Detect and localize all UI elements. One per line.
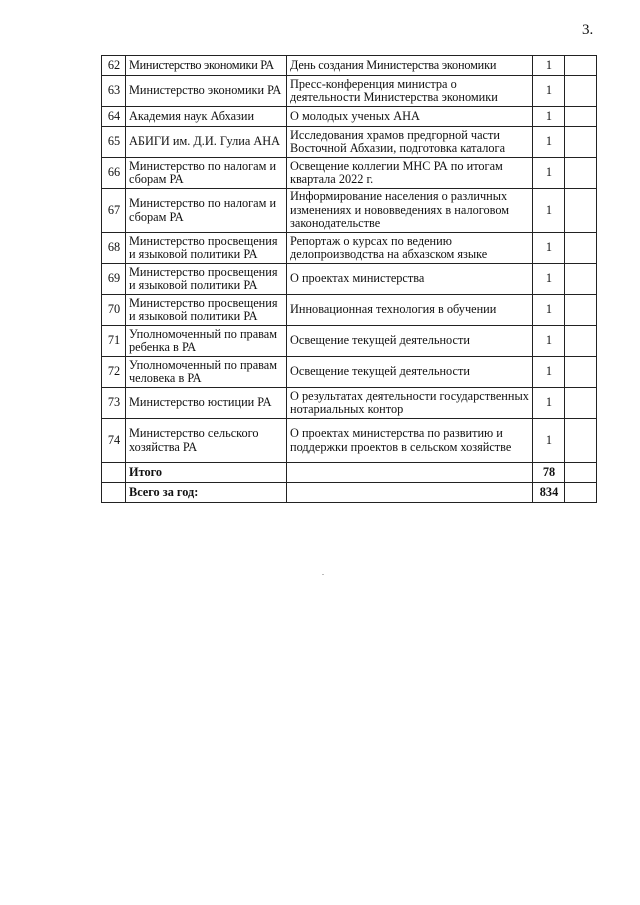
count-cell: 1: [533, 107, 565, 127]
topic-cell: О проектах министерства: [287, 264, 533, 295]
subtotal-label: Итого: [126, 463, 287, 483]
topic-cell: Освещение коллегии МНС РА по итогам квартала 2022 г.: [287, 158, 533, 189]
report-table: [101, 55, 597, 503]
empty-cell: [565, 56, 597, 76]
count-cell: 1: [533, 56, 565, 76]
organization-cell: Уполномоченный по правам ребенка в РА: [126, 326, 287, 357]
table-row: [102, 295, 597, 326]
table-row: [102, 107, 597, 127]
row-number: 74: [102, 419, 126, 463]
empty-cell: [565, 483, 597, 503]
table-row: [102, 264, 597, 295]
organization-cell: Академия наук Абхазии: [126, 107, 287, 127]
organization-cell: Уполномоченный по правам человека в РА: [126, 357, 287, 388]
row-number: 65: [102, 127, 126, 158]
empty-cell: [565, 388, 597, 419]
empty-cell: [565, 76, 597, 107]
empty-cell: [102, 483, 126, 503]
row-number: 72: [102, 357, 126, 388]
organization-cell: Министерство просвещения и языковой политики РА: [126, 295, 287, 326]
organization-cell: АБИГИ им. Д.И. Гулиа АНА: [126, 127, 287, 158]
topic-cell: Репортаж о курсах по ведению делопроизводства на абхазском языке: [287, 233, 533, 264]
row-number: 62: [102, 56, 126, 76]
organization-cell: Министерство экономики РА: [126, 76, 287, 107]
organization-cell: Министерство просвещения и языковой политики РА: [126, 233, 287, 264]
topic-cell: Исследования храмов предгорной части Восточной Абхазии, подготовка каталога: [287, 127, 533, 158]
row-number: 64: [102, 107, 126, 127]
count-cell: 1: [533, 158, 565, 189]
count-cell: 1: [533, 419, 565, 463]
count-cell: 1: [533, 127, 565, 158]
organization-cell: Министерство по налогам и сборам РА: [126, 189, 287, 233]
table-row: [102, 419, 597, 463]
table-row: [102, 326, 597, 357]
topic-cell: Информирование населения о различных изменениях и нововведениях в налоговом законодательстве: [287, 189, 533, 233]
count-cell: 1: [533, 76, 565, 107]
topic-cell: Освещение текущей деятельности: [287, 326, 533, 357]
empty-cell: [565, 158, 597, 189]
table-row: [102, 357, 597, 388]
organization-cell: Министерство юстиции РА: [126, 388, 287, 419]
year-total-row: [102, 483, 597, 503]
table-row: [102, 56, 597, 76]
empty-cell: [565, 189, 597, 233]
topic-cell: О проектах министерства по развитию и поддержки проектов в сельском хозяйстве: [287, 419, 533, 463]
topic-cell: О молодых ученых АНА: [287, 107, 533, 127]
organization-cell: Министерство сельского хозяйства РА: [126, 419, 287, 463]
table-row: [102, 158, 597, 189]
empty-cell: [565, 233, 597, 264]
table-row: [102, 189, 597, 233]
row-number: 69: [102, 264, 126, 295]
year-total-label: Всего за год:: [126, 483, 287, 503]
empty-cell: [102, 463, 126, 483]
row-number: 68: [102, 233, 126, 264]
empty-cell: [565, 264, 597, 295]
row-number: 70: [102, 295, 126, 326]
row-number: 63: [102, 76, 126, 107]
scan-speck: [322, 574, 324, 575]
page-number: 3.: [582, 22, 594, 38]
count-cell: 1: [533, 264, 565, 295]
row-number: 67: [102, 189, 126, 233]
row-number: 66: [102, 158, 126, 189]
empty-cell: [565, 326, 597, 357]
empty-cell: [565, 107, 597, 127]
empty-cell: [565, 357, 597, 388]
topic-cell: Пресс-конференция министра о деятельности Министерства экономики: [287, 76, 533, 107]
row-number: 73: [102, 388, 126, 419]
empty-cell: [287, 463, 533, 483]
table-row: [102, 388, 597, 419]
empty-cell: [287, 483, 533, 503]
subtotal-count: 78: [533, 463, 565, 483]
count-cell: 1: [533, 388, 565, 419]
year-total-count: 834: [533, 483, 565, 503]
count-cell: 1: [533, 233, 565, 264]
topic-cell: Освещение текущей деятельности: [287, 357, 533, 388]
empty-cell: [565, 463, 597, 483]
topic-cell: О результатах деятельности государственных нотариальных контор: [287, 388, 533, 419]
organization-cell: Министерство по налогам и сборам РА: [126, 158, 287, 189]
table-row: [102, 233, 597, 264]
topic-cell: Инновационная технология в обучении: [287, 295, 533, 326]
empty-cell: [565, 419, 597, 463]
count-cell: 1: [533, 295, 565, 326]
subtotal-row: [102, 463, 597, 483]
table-row: [102, 127, 597, 158]
count-cell: 1: [533, 189, 565, 233]
organization-cell: Министерство просвещения и языковой политики РА: [126, 264, 287, 295]
organization-cell: Министерство экономики РА: [126, 56, 287, 76]
empty-cell: [565, 295, 597, 326]
empty-cell: [565, 127, 597, 158]
table-row: [102, 76, 597, 107]
count-cell: 1: [533, 357, 565, 388]
count-cell: 1: [533, 326, 565, 357]
topic-cell: День создания Министерства экономики: [287, 56, 533, 76]
row-number: 71: [102, 326, 126, 357]
